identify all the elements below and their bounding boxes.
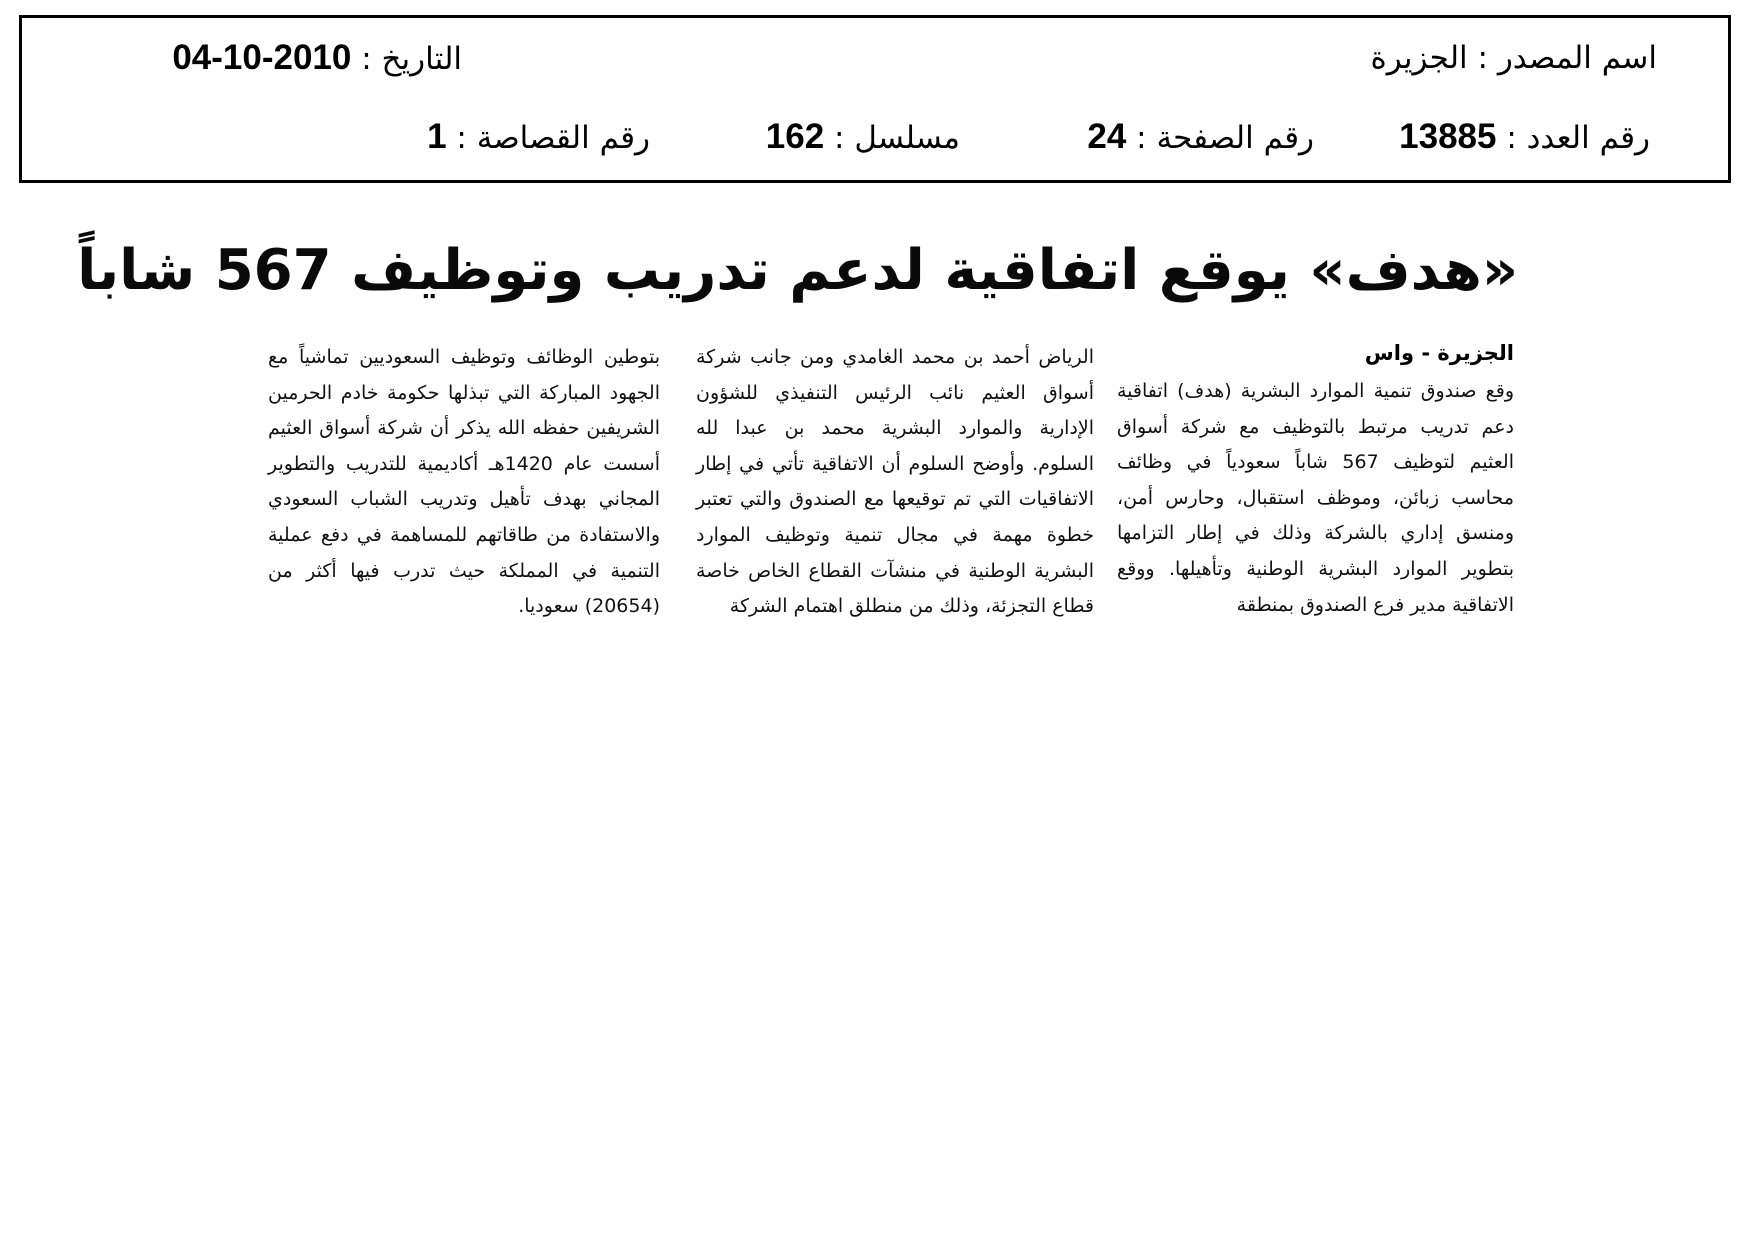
article-column-2: الرياض أحمد بن محمد الغامدي ومن جانب شركة أسواق العثيم نائب الرئيس التنفيذي للشؤون الإدارية والموارد البشرية محمد بن عبدا لله السلوم. وأوضح السلوم أن الاتفاقية تأتي في إطار الاتفاقيات التي تم توقيعها مع الصندوق والتي تعتبر خطوة مهمة في مجال تنمية وتوظيف الموارد البشرية الوطنية في منشآت القطاع الخاص خاصة قطاع التجزئة، وذلك من منطلق اهتمام الشركة [696,346,1094,618]
clip-field [427,117,650,158]
source-label: اسم المصدر : [1477,40,1657,76]
clip-label: رقم القصاصة : [456,120,650,156]
issue-value: 13885 [1399,117,1497,156]
source-field [1371,38,1658,78]
date-value: 2010-10-04 [172,38,352,77]
article-column-3: بتوطين الوظائف وتوظيف السعوديين تماشياً مع الجهود المباركة التي تبذلها حكومة خادم الحرمين الشريفين حفظه الله يذكر أن شركة أسواق العثيم أسست عام 1420هـ أكاديمية للتدريب والتطوير المجاني بهدف تأهيل وتدريب الشباب السعودي والاستفادة من طاقاتهم للمساهمة في دفع عملية التنمية في المملكة حيث تدرب فيها أكثر من (20654) سعوديا. [268,346,660,618]
article-dateline: الجزيرة - واس [1364,341,1514,365]
page-label: رقم الصفحة : [1136,120,1314,156]
date-label: التاريخ : [361,41,462,77]
serial-field [766,117,960,158]
issue-field [1399,117,1650,158]
date-field [172,38,462,79]
serial-value: 162 [765,117,825,156]
serial-label: مسلسل : [834,120,960,156]
page-value: 24 [1087,117,1127,156]
clip-value: 1 [427,117,447,156]
issue-label: رقم العدد : [1506,120,1650,156]
page-field [1087,117,1314,158]
source-value: الجزيرة [1370,40,1468,76]
article-column-1: وقع صندوق تنمية الموارد البشرية (هدف) اتفاقية دعم تدريب مرتبط بالتوظيف مع شركة أسواق العثيم لتوظيف 567 شاباً سعودياً في وظائف محاسب زبائن، وموظف استقبال، وحارس أمن، ومنسق إداري بالشركة وذلك في إطار التزامها بتطوير الموارد البشرية الوطنية وتأهيلها. ووقع الاتفاقية مدير فرع الصندوق بمنطقة [1117,380,1514,616]
article-title: «هدف» يوقع اتفاقية لدعم تدريب وتوظيف 567 شاباً [77,238,1518,303]
